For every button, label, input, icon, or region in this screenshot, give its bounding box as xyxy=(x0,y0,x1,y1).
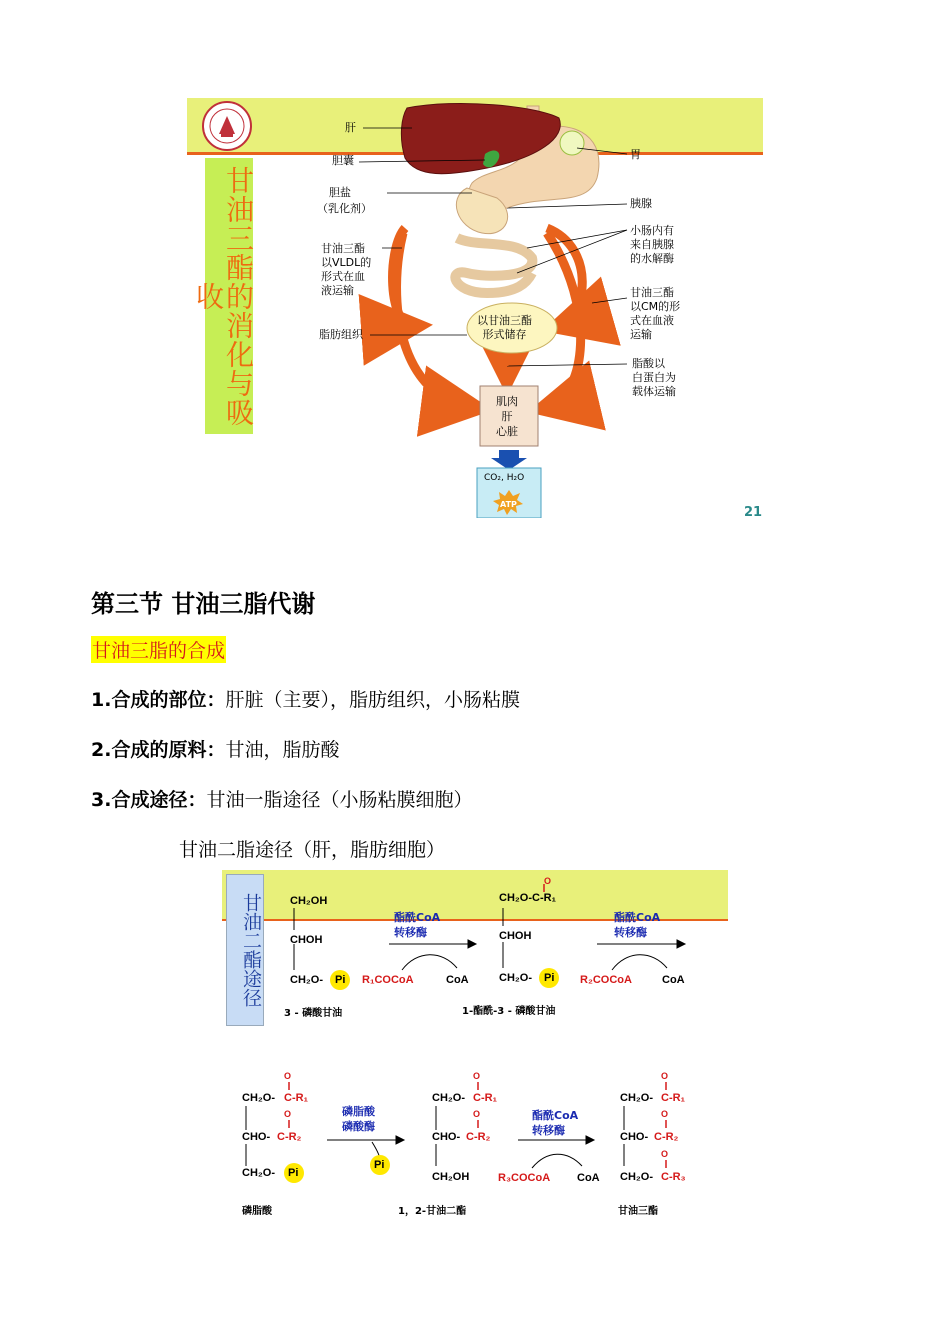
highlight-subheading: 甘油三脂的合成 xyxy=(91,636,226,663)
item-pathway-2: 甘油二脂途径（肝，脂肪细胞） xyxy=(179,839,446,861)
digestion-slide xyxy=(187,98,763,518)
enzyme3-label: 磷脂酸 磷酸酶 xyxy=(342,1105,375,1133)
carbonyl-o: O xyxy=(544,876,552,886)
tag-r1: C-R₁ xyxy=(661,1092,686,1104)
phosphatidic-pathway-slide xyxy=(232,1068,710,1218)
label-emulsifier: （乳化剂） xyxy=(317,202,372,215)
tag-c2: CHO- xyxy=(620,1131,649,1143)
coa2-label: CoA xyxy=(662,974,685,986)
enzyme4-label: 酯酰CoA 转移酶 xyxy=(532,1109,579,1137)
pi-label: Pi xyxy=(374,1159,385,1171)
pa-c2: CHO- xyxy=(242,1131,271,1143)
coa1-label: CoA xyxy=(446,974,469,986)
label-bile-salt: 胆盐 xyxy=(329,186,351,199)
label-gallbladder: 胆囊 xyxy=(332,154,354,167)
dag-c1: CH₂O- xyxy=(432,1092,465,1104)
slide2-vertical-title: 甘油二酯途径 xyxy=(226,874,264,1026)
tag-r2: C-R₂ xyxy=(654,1131,679,1143)
enzyme1-label: 酯酰CoA 转移酶 xyxy=(394,911,441,939)
carbonyl-o: O xyxy=(284,1109,292,1119)
acylg3p-c3: CH₂O- xyxy=(499,972,532,984)
carbonyl-o: O xyxy=(661,1109,669,1119)
item-materials: 2.合成的原料：甘油，脂肪酸 xyxy=(91,739,340,761)
carbonyl-o: O xyxy=(284,1071,292,1081)
label-products: CO₂, H₂O xyxy=(484,473,525,483)
pa-name: 磷脂酸 xyxy=(242,1206,272,1217)
pa-r1: C-R₁ xyxy=(284,1092,309,1104)
diglyceride-pathway-slide xyxy=(222,870,728,1030)
r1cocoa-label: R₁COCoA xyxy=(362,974,414,986)
acylg3p-c1: CH₂O-C-R₁ xyxy=(499,892,557,904)
item-location: 1.合成的部位：肝脏（主要），脂肪组织，小肠粘膜 xyxy=(91,689,520,711)
tag-r3: C-R₃ xyxy=(661,1171,686,1183)
carbonyl-o: O xyxy=(473,1071,481,1081)
tag-name: 甘油三酯 xyxy=(618,1206,658,1217)
label-pancreas: 胰腺 xyxy=(630,197,652,210)
r2cocoa-label: R₂COCoA xyxy=(580,974,632,986)
dag-r2: C-R₂ xyxy=(466,1131,491,1143)
glycerol3p-c3: CH₂O- xyxy=(290,974,323,986)
label-atp: ATP xyxy=(500,500,517,509)
coa3-label: CoA xyxy=(577,1172,600,1184)
carbonyl-o: O xyxy=(661,1149,669,1159)
tag-c1: CH₂O- xyxy=(620,1092,653,1104)
acylg3p-name: 1-酯酰-3 - 磷酸甘油 xyxy=(462,1006,556,1017)
enzyme2-label: 酯酰CoA 转移酶 xyxy=(614,911,661,939)
intestine-icon xyxy=(455,238,532,293)
pi-label: Pi xyxy=(544,972,555,984)
pi-label: Pi xyxy=(288,1167,299,1179)
tag-c3: CH₂O- xyxy=(620,1171,653,1183)
slide-page-number: 21 xyxy=(744,505,763,520)
slide3-diagram xyxy=(232,1068,710,1218)
dag-name: 1，2-甘油二酯 xyxy=(398,1206,467,1217)
carbonyl-o: O xyxy=(661,1071,669,1081)
label-muscle: 肌肉 肝 心脏 xyxy=(496,395,518,438)
label-storage: 以甘油三酯 形式储存 xyxy=(477,314,532,341)
dag-c3: CH₂OH xyxy=(432,1171,470,1183)
label-fa-albumin: 脂酸以 白蛋白为 载体运输 xyxy=(632,357,676,398)
label-intestine: 小肠内有 来自胰腺 的水解酶 xyxy=(630,224,674,265)
slide-vertical-title: 甘油三酯的消化与吸收 xyxy=(205,158,253,434)
glycerol3p-c1: CH₂OH xyxy=(290,895,328,907)
pa-c1: CH₂O- xyxy=(242,1092,275,1104)
label-tg-cm: 甘油三酯 以CM的形 式在血液 运输 xyxy=(630,286,681,341)
glycerol3p-c2: CHOH xyxy=(290,934,323,946)
label-liver: 肝 xyxy=(345,121,356,134)
pi-label: Pi xyxy=(335,974,346,986)
dag-c2: CHO- xyxy=(432,1131,461,1143)
dag-r1: C-R₁ xyxy=(473,1092,498,1104)
label-tg-vldl: 甘油三酯 以VLDL的 形式在血 液运输 xyxy=(321,242,372,297)
pa-c3: CH₂O- xyxy=(242,1167,275,1179)
acylg3p-c2: CHOH xyxy=(499,930,532,942)
glycerol3p-name: 3 - 磷酸甘油 xyxy=(284,1008,343,1019)
label-stomach: 胃 xyxy=(630,148,641,161)
section-heading: 第三节 甘油三脂代谢 xyxy=(91,590,316,618)
pa-r2: C-R₂ xyxy=(277,1131,302,1143)
item-pathway: 3.合成途径：甘油一脂途径（小肠粘膜细胞） xyxy=(91,789,473,811)
r3cocoa-label: R₃COCoA xyxy=(498,1172,551,1184)
label-adipose: 脂肪组织 xyxy=(319,328,363,341)
down-arrow-icon xyxy=(491,450,527,470)
carbonyl-o: O xyxy=(473,1109,481,1119)
